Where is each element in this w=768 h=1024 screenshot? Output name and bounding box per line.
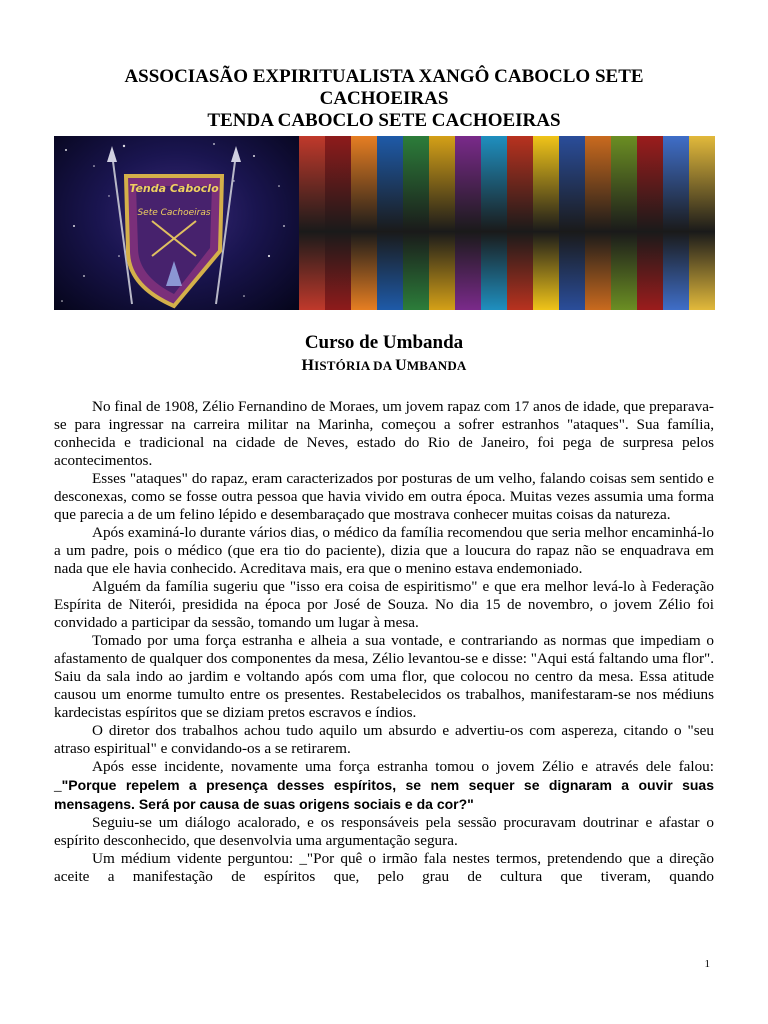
painting-strip <box>533 136 559 310</box>
paragraph-5: Tomado por uma força estranha e alheia a sua vontade, e contrariando as normas que impediam o afastamento de qualquer dos componentes da mesa, Zélio levantou-se e disse: "Aqui está faltando uma flor". Saiu da sala indo ao jardim e voltando após com uma flor, que colocou no centro da mesa. Essa atitude causou um enorme tumulto entre os presentes. Restabelecidos os trabalhos, manifestaram-se nos médiuns kardecistas espíritos que se diziam pretos escravos e índios. <box>54 632 714 721</box>
banner-shield-panel <box>54 136 299 310</box>
document-body <box>54 398 714 886</box>
heading-line-1: ASSOCIASÃO EXPIRITUALISTA XANGÔ CABOCLO SETE <box>124 66 644 87</box>
document-heading <box>60 66 708 132</box>
paragraph-8: Seguiu-se um diálogo acalorado, e os responsáveis pela sessão procuravam doutrinar e afastar o espírito desconhecido, que desenvolvia uma argumentação segura. <box>54 814 714 849</box>
painting-strip <box>429 136 455 310</box>
page-number: 1 <box>704 958 710 970</box>
painting-strip <box>351 136 377 310</box>
heading-line-3: TENDA CABOCLO SETE CACHOEIRAS <box>207 110 561 131</box>
starfield <box>54 136 299 310</box>
paragraph-3: Após examiná-lo durante vários dias, o médico da família recomendou que seria melhor encaminhá-lo a um padre, pois o médico (que era tio do paciente), dizia que a loucura do rapaz não se enquadrava em nada que ele havia conhecido. Acreditava mais, era que o menino estava endemoniado. <box>54 524 714 577</box>
painting-strip <box>637 136 663 310</box>
paragraph-7-quote: "Porque repelem a presença desses espíritos, se nem sequer se dignaram a ouvir suas mensagens. Será por causa de suas origens sociais e da cor?" <box>54 777 714 812</box>
paragraph-7-text: Após esse incidente, novamente uma força estranha tomou o jovem Zélio e através dele falou: _ <box>54 758 714 794</box>
painting-strip <box>559 136 585 310</box>
shield-title-bottom: Sete Cachoeiras <box>137 208 211 218</box>
shield-title-top: Tenda Caboclo <box>129 182 219 195</box>
painting-strip <box>663 136 689 310</box>
subtitle-part-2: MBANDA <box>406 358 467 373</box>
paragraph-1: No final de 1908, Zélio Fernandino de Moraes, um jovem rapaz com 17 anos de idade, que preparava-se para ingressar na carreira militar na Marinha, começou a sofrer estranhos "ataques". Sua família, conhecida e tradicional na cidade de Neves, estado do Rio de Janeiro, foi pega de surpresa pelos acontecimentos. <box>54 398 714 469</box>
painting-strip <box>299 136 325 310</box>
paragraph-7 <box>54 758 714 814</box>
subtitle-part-1: ISTÓRIA DA <box>314 358 396 373</box>
painting-strip <box>507 136 533 310</box>
banner-image <box>54 136 715 310</box>
paragraph-2: Esses "ataques" do rapaz, eram caracterizados por posturas de um velho, falando coisas sem sentido e desconexas, como se fosse outra pessoa que havia vivido em outra época. Muitas vezes assumia uma forma que parecia a de um felino lépido e desembaraçado que mostrava conhecer muitas coisas da natureza. <box>54 470 714 523</box>
paragraph-6: O diretor dos trabalhos achou tudo aquilo um absurdo e advertiu-os com aspereza, citando o "seu atraso espiritual" e convidando-os a se retirarem. <box>54 722 714 757</box>
painting-strip <box>611 136 637 310</box>
heading-line-2: CACHOEIRAS <box>319 88 449 109</box>
painting-strip <box>455 136 481 310</box>
painting-strip <box>481 136 507 310</box>
course-subtitle <box>0 357 768 375</box>
painting-strip <box>377 136 403 310</box>
painting-strip <box>325 136 351 310</box>
paragraph-9: Um médium vidente perguntou: _"Por quê o irmão fala nestes termos, pretendendo que a direção aceite a manifestação de espíritos que, pelo grau de cultura que tiveram, quando <box>54 850 714 885</box>
subtitle-cap-h: H <box>301 357 315 374</box>
painting-strip <box>689 136 715 310</box>
paragraph-4: Alguém da família sugeriu que "isso era coisa de espiritismo" e que era melhor levá-lo à Federação Espírita de Niterói, presidida na época por José de Souza. No dia 15 de novembro, o jovem Zélio foi convidado a participar da sessão, tomando um lugar à mesa. <box>54 578 714 631</box>
painting-strip <box>585 136 611 310</box>
painting-strip <box>403 136 429 310</box>
subtitle-cap-u: U <box>395 357 407 374</box>
orixa-paintings-strip <box>299 136 715 310</box>
course-title: Curso de Umbanda <box>304 332 464 353</box>
